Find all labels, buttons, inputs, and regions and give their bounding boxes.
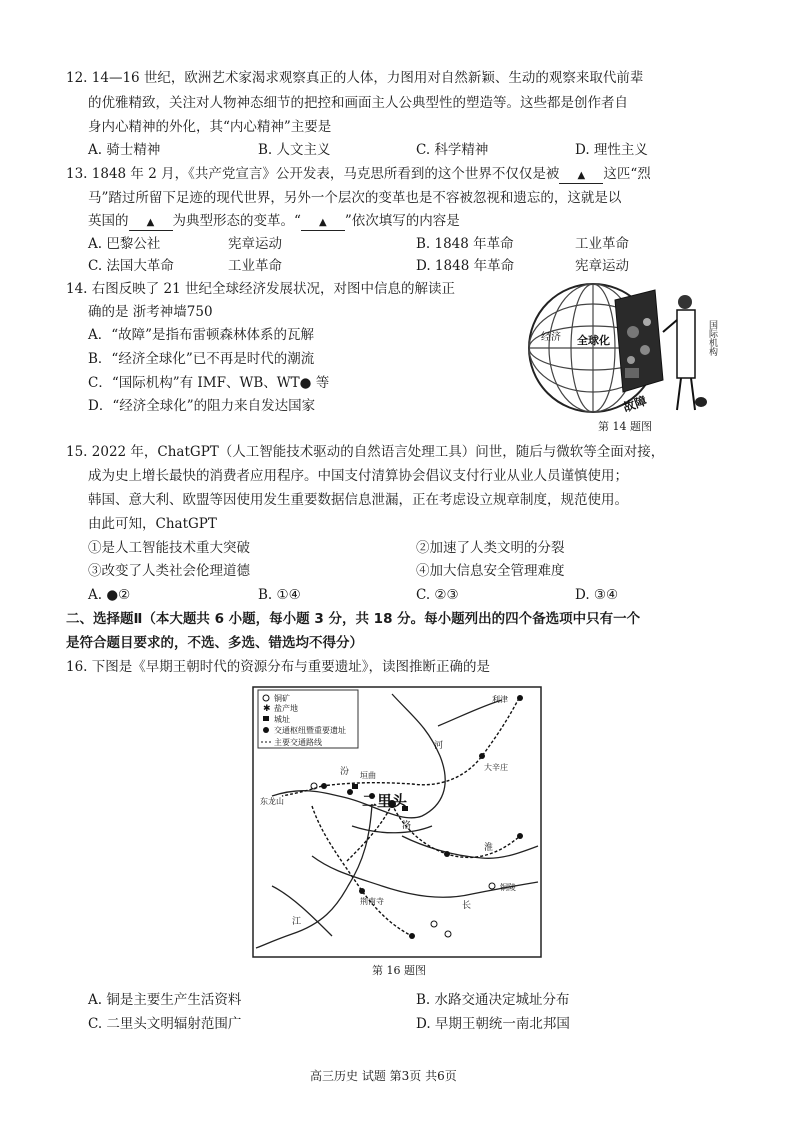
q14-option-b: B．“经济全球化”已不再是时代的潮流	[88, 351, 315, 367]
q13-blank-2: ▲	[129, 216, 173, 231]
svg-text:✱: ✱	[263, 704, 271, 714]
q15-option-d: D. ③④	[575, 587, 619, 603]
q12-line3: 身内心精神的外化，其“内心精神”主要是	[88, 119, 332, 135]
map-label-fen: 汾	[340, 767, 350, 777]
q16-caption: 第 16 题图	[372, 964, 426, 977]
map-label-erlitou: 二里头	[362, 792, 408, 810]
q15-option-c: C. ②③	[416, 587, 459, 603]
q13-line1-a: 13. 1848 年 2 月，《共产党宣言》公开发表，马克思所看到的这个世界不仅仅是被	[66, 166, 560, 182]
map-label-daxinzhuang: 大辛庄	[484, 763, 508, 772]
q16-stem: 16. 下图是《早期王朝时代的资源分布与重要遗址》，读图推断正确的是	[66, 659, 491, 675]
q13-option-d: D. 1848 年革命	[416, 258, 515, 274]
q15-item-1: ①是人工智能技术重大突破	[88, 540, 250, 556]
q14-option-a: A．“故障”是指布雷顿森林体系的瓦解	[88, 327, 315, 343]
section2-line2: 是符合题目要求的，不选、多选、错选均不得分）	[66, 635, 363, 651]
q12-line1: 12. 14—16 世纪，欧洲艺术家渴求观察真正的人体，力图用对自然新颖、生动的观察来取代前辈	[66, 70, 644, 86]
q13-line3-c: ”依次填写的内容是	[344, 213, 460, 229]
q15-line3: 韩国、意大利、欧盟等因使用发生重要数据信息泄漏，正在考虑设立规章制度，规范使用。	[88, 492, 628, 508]
q14-line1: 14. 右图反映了 21 世纪全球经济发展状况，对图中信息的解读正	[66, 281, 456, 297]
q13-line2: 马”踏过所留下足迹的现代世界，另外一个层次的变革也是不容被忽视和遗忘的，这就是以	[88, 190, 622, 206]
q13-line3-b: 为典型形态的变革。“	[172, 213, 301, 229]
map-label-chang: 长	[462, 901, 472, 911]
section2-line1: 二、选择题Ⅱ（本大题共 6 小题，每小题 3 分，共 18 分。每小题列出的四个备选项中只有一个	[66, 611, 641, 627]
q14-label-economy: 经济	[541, 332, 561, 343]
q14-option-d: D．“经济全球化”的阻力来自发达国家	[88, 398, 316, 414]
q13-line3	[88, 211, 460, 231]
q13-option-c-2: 工业革命	[228, 258, 282, 274]
map-label-yuanqu: 垣曲	[360, 771, 376, 780]
q16-option-d: D. 早期王朝统一南北邦国	[416, 1016, 570, 1032]
q13-option-a: A. 巴黎公社	[88, 236, 161, 252]
legend-salt: 盐产地	[274, 704, 298, 713]
map-label-jingnansi: 荆南寺	[360, 897, 384, 906]
q16-map	[252, 686, 542, 958]
map-label-jiang: 江	[292, 917, 302, 927]
q15-line4: 由此可知，ChatGPT	[88, 516, 217, 532]
q13-option-b: B. 1848 年革命	[416, 236, 514, 252]
map-label-luo: 洛	[402, 821, 412, 831]
q13-line1-b: 这匹“烈	[603, 166, 651, 182]
map-label-river-he: 河	[434, 741, 444, 751]
person-illustration	[663, 295, 707, 410]
q16-option-c: C. 二里头文明辐射范围广	[88, 1016, 242, 1032]
q15-item-3: ③改变了人类社会伦理道德	[88, 563, 250, 579]
q14-option-c: C．“国际机构”有 IMF、WB、WT● 等	[88, 375, 330, 391]
map-legend	[258, 690, 358, 748]
legend-copper: 铜矿	[274, 694, 290, 703]
q15-item-4: ④加大信息安全管理难度	[416, 563, 565, 579]
q15-line1: 15. 2022 年，ChatGPT（人工智能技术驱动的自然语言处理工具）问世，随后与微软等全面对接，	[66, 444, 665, 460]
q13-option-a-2: 宪章运动	[228, 236, 282, 252]
q13-line1	[66, 164, 651, 184]
q13-option-d-2: 宪章运动	[575, 258, 629, 274]
q14-figure	[505, 272, 730, 422]
q16-option-b: B. 水路交通决定城址分布	[416, 992, 570, 1008]
q16-option-a: A. 铜是主要生产生活资料	[88, 992, 242, 1008]
q14-label-agency-text: 国际机构	[681, 320, 717, 330]
q14-label-fault: 故障	[621, 393, 649, 415]
q15-line2: 成为史上增长最快的消费者应用程序。中国支付清算协会倡议支付行业从业人员谨慎使用；	[88, 468, 628, 484]
q14-line2: 确的是 浙考神墙750	[88, 304, 213, 320]
q15-option-a: A. ●②	[88, 587, 131, 603]
q13-blank-3: ▲	[301, 216, 345, 231]
q12-option-a: A. 骑士精神	[88, 142, 161, 158]
page-footer: 高三历史 试题 第3页 共6页	[310, 1069, 457, 1083]
q13-option-c: C. 法国大革命	[88, 258, 174, 274]
map-label-tongling: 铜陵	[500, 883, 516, 892]
q13-line3-a: 英国的	[88, 213, 129, 229]
q15-option-b: B. ①④	[258, 587, 301, 603]
map-label-donglongshan: 东龙山	[260, 797, 284, 806]
q12-option-b: B. 人文主义	[258, 142, 331, 158]
legend-hub: 交通枢纽暨重要遗址	[274, 726, 346, 735]
q12-option-d: D. 理性主义	[575, 142, 648, 158]
q12-option-c: C. 科学精神	[416, 142, 489, 158]
q14-caption: 第 14 题图	[598, 420, 652, 433]
q14-label-globalization: 全球化	[577, 334, 610, 347]
map-label-lijin: 利津	[492, 695, 508, 704]
q12-line2: 的优雅精致，关注对人物神态细节的把控和画面主人公典型性的塑造等。这些都是创作者自	[88, 95, 628, 111]
q15-item-2: ②加速了人类文明的分裂	[416, 540, 565, 556]
q13-blank-1: ▲	[559, 169, 603, 184]
map-label-huai: 淮	[484, 843, 494, 853]
legend-city: 城址	[274, 715, 290, 724]
legend-route: 主要交通路线	[274, 738, 322, 747]
q13-option-b-2: 工业革命	[575, 236, 629, 252]
